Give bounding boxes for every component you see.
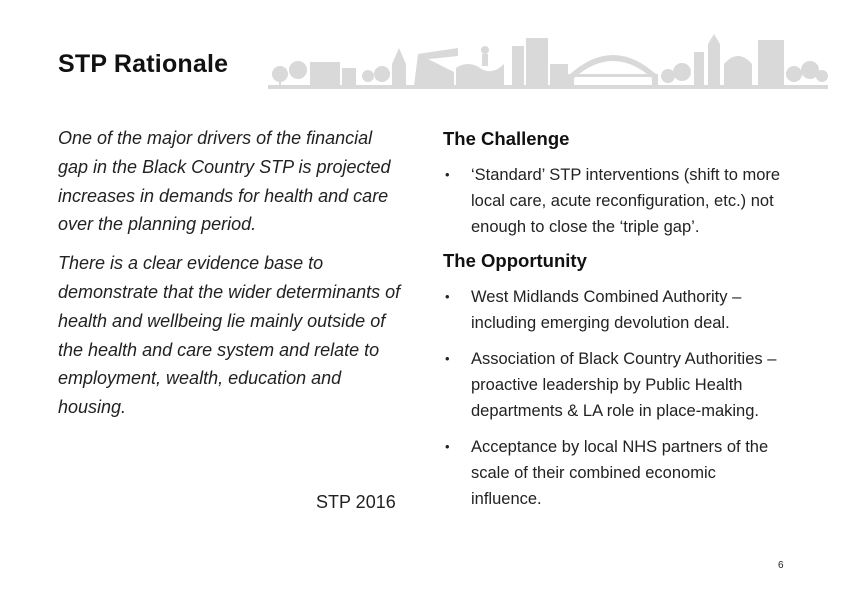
- evidence-paragraph: There is a clear evidence base to demonstrate that the wider determinants of health and wellbeing lie mainly outside of the health and care system and relate to employment, wealth, education and housing.: [58, 253, 401, 418]
- bullet-icon: •: [445, 351, 450, 366]
- challenge-heading: The Challenge: [443, 128, 570, 149]
- opportunity-bullet-text: Acceptance by local NHS partners of the scale of their combined economic influence.: [471, 438, 769, 508]
- bullet-icon: •: [445, 289, 450, 304]
- opportunity-bullet-text: Association of Black Country Authorities – proactive leadership by Public Health departments & LA role in place-making.: [471, 350, 777, 420]
- left-column: [58, 124, 403, 432]
- opportunity-bullet-text: West Midlands Combined Authority – including emerging devolution deal.: [471, 288, 742, 332]
- opportunity-heading: The Opportunity: [443, 250, 587, 271]
- bullet-icon: •: [445, 167, 450, 182]
- challenge-bullet: [443, 162, 788, 240]
- right-column: [443, 126, 788, 522]
- bullet-icon: •: [445, 439, 450, 454]
- challenge-bullet-text: ‘Standard’ STP interventions (shift to more local care, acute reconfiguration, etc.) not enough to close the ‘triple gap’.: [471, 166, 781, 236]
- city-skyline-graphic: [268, 34, 828, 90]
- opportunity-bullet: [443, 434, 788, 512]
- page-number: 6: [778, 560, 784, 571]
- driver-paragraph: One of the major drivers of the financial gap in the Black Country STP is projected increases in demands for health and care over the planning period.: [58, 128, 391, 235]
- source-citation: STP 2016: [316, 492, 396, 512]
- page-title: STP Rationale: [58, 50, 229, 78]
- opportunity-bullet: [443, 284, 788, 336]
- opportunity-bullet: [443, 346, 788, 424]
